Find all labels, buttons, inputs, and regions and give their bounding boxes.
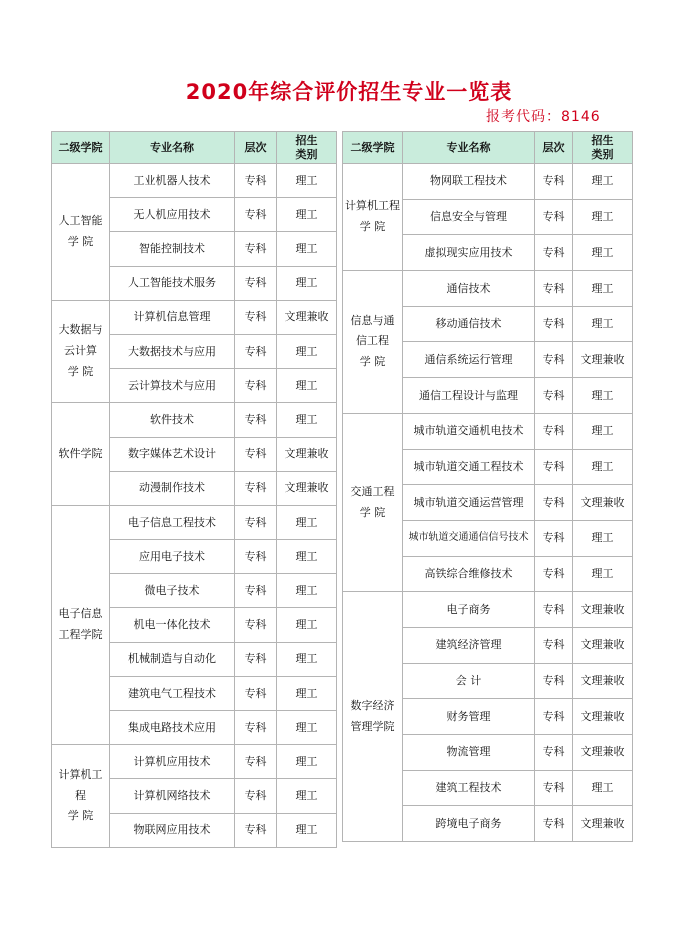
major-name: 城市轨道交通机电技术 bbox=[403, 413, 535, 449]
major-category: 理工 bbox=[573, 164, 633, 200]
college-name: 软件学院 bbox=[52, 403, 110, 506]
major-category: 理工 bbox=[277, 745, 337, 779]
table-row bbox=[52, 164, 337, 198]
major-name: 电子信息工程技术 bbox=[110, 505, 235, 539]
major-category: 理工 bbox=[277, 574, 337, 608]
college-name: 电子信息 工程学院 bbox=[52, 505, 110, 744]
major-level: 专科 bbox=[235, 779, 277, 813]
major-name: 应用电子技术 bbox=[110, 540, 235, 574]
major-name: 物联网应用技术 bbox=[110, 813, 235, 847]
major-name: 建筑经济管理 bbox=[403, 627, 535, 663]
major-category: 文理兼收 bbox=[573, 663, 633, 699]
major-name: 数字媒体艺术设计 bbox=[110, 437, 235, 471]
major-category: 理工 bbox=[277, 369, 337, 403]
major-category: 理工 bbox=[277, 164, 337, 198]
major-category: 理工 bbox=[573, 306, 633, 342]
college-name: 计算机工程 学 院 bbox=[52, 745, 110, 848]
major-name: 城市轨道交通通信信号技术 bbox=[403, 520, 535, 556]
major-category: 文理兼收 bbox=[573, 592, 633, 628]
major-level: 专科 bbox=[235, 232, 277, 266]
table-row bbox=[343, 271, 633, 307]
major-level: 专科 bbox=[535, 164, 573, 200]
major-category: 理工 bbox=[277, 676, 337, 710]
major-name: 工业机器人技术 bbox=[110, 164, 235, 198]
major-category: 理工 bbox=[277, 540, 337, 574]
major-level: 专科 bbox=[235, 642, 277, 676]
major-level: 专科 bbox=[235, 437, 277, 471]
major-name: 建筑电气工程技术 bbox=[110, 676, 235, 710]
table-row bbox=[343, 164, 633, 200]
application-code: 报考代码：8146 bbox=[486, 109, 601, 125]
major-category: 理工 bbox=[277, 266, 337, 300]
header-level: 层次 bbox=[535, 132, 573, 164]
major-name: 计算机应用技术 bbox=[110, 745, 235, 779]
major-category: 文理兼收 bbox=[573, 342, 633, 378]
major-name: 电子商务 bbox=[403, 592, 535, 628]
major-name: 软件技术 bbox=[110, 403, 235, 437]
major-name: 通信技术 bbox=[403, 271, 535, 307]
major-level: 专科 bbox=[235, 471, 277, 505]
major-level: 专科 bbox=[535, 699, 573, 735]
major-level: 专科 bbox=[235, 403, 277, 437]
major-name: 通信工程设计与监理 bbox=[403, 378, 535, 414]
major-level: 专科 bbox=[535, 378, 573, 414]
major-name: 人工智能技术服务 bbox=[110, 266, 235, 300]
major-name: 微电子技术 bbox=[110, 574, 235, 608]
major-category: 文理兼收 bbox=[573, 627, 633, 663]
major-level: 专科 bbox=[235, 266, 277, 300]
major-name: 动漫制作技术 bbox=[110, 471, 235, 505]
major-level: 专科 bbox=[535, 806, 573, 842]
major-category: 理工 bbox=[573, 556, 633, 592]
major-level: 专科 bbox=[535, 520, 573, 556]
table-row bbox=[52, 505, 337, 539]
college-name: 计算机工程 学 院 bbox=[343, 164, 403, 271]
major-name: 计算机网络技术 bbox=[110, 779, 235, 813]
major-level: 专科 bbox=[235, 540, 277, 574]
major-level: 专科 bbox=[235, 369, 277, 403]
header-category: 招生 类别 bbox=[573, 132, 633, 164]
major-name: 集成电路技术应用 bbox=[110, 711, 235, 745]
major-category: 理工 bbox=[277, 642, 337, 676]
table-header-row bbox=[343, 132, 633, 164]
major-level: 专科 bbox=[235, 813, 277, 847]
major-name: 机械制造与自动化 bbox=[110, 642, 235, 676]
major-level: 专科 bbox=[535, 342, 573, 378]
major-table-right bbox=[342, 131, 633, 842]
major-category: 理工 bbox=[277, 779, 337, 813]
major-category: 文理兼收 bbox=[277, 471, 337, 505]
major-level: 专科 bbox=[235, 608, 277, 642]
major-category: 理工 bbox=[573, 271, 633, 307]
major-level: 专科 bbox=[535, 271, 573, 307]
major-name: 城市轨道交通工程技术 bbox=[403, 449, 535, 485]
header-college: 二级学院 bbox=[52, 132, 110, 164]
major-category: 理工 bbox=[573, 235, 633, 271]
major-category: 理工 bbox=[277, 334, 337, 368]
college-name: 大数据与 云计算 学 院 bbox=[52, 300, 110, 403]
major-category: 理工 bbox=[277, 608, 337, 642]
major-name: 智能控制技术 bbox=[110, 232, 235, 266]
major-level: 专科 bbox=[535, 235, 573, 271]
major-level: 专科 bbox=[535, 735, 573, 771]
major-category: 文理兼收 bbox=[573, 806, 633, 842]
major-level: 专科 bbox=[235, 300, 277, 334]
major-category: 理工 bbox=[573, 770, 633, 806]
major-category: 理工 bbox=[277, 232, 337, 266]
major-category: 文理兼收 bbox=[573, 485, 633, 521]
major-category: 理工 bbox=[277, 505, 337, 539]
college-name: 交通工程 学 院 bbox=[343, 413, 403, 591]
major-category: 理工 bbox=[277, 711, 337, 745]
major-level: 专科 bbox=[535, 413, 573, 449]
major-level: 专科 bbox=[235, 505, 277, 539]
major-category: 理工 bbox=[277, 403, 337, 437]
major-name: 城市轨道交通运营管理 bbox=[403, 485, 535, 521]
table-row bbox=[52, 745, 337, 779]
major-name: 云计算技术与应用 bbox=[110, 369, 235, 403]
major-name: 会 计 bbox=[403, 663, 535, 699]
table-row bbox=[52, 403, 337, 437]
table-row bbox=[343, 592, 633, 628]
major-name: 大数据技术与应用 bbox=[110, 334, 235, 368]
header-level: 层次 bbox=[235, 132, 277, 164]
major-level: 专科 bbox=[535, 556, 573, 592]
major-level: 专科 bbox=[235, 711, 277, 745]
major-category: 文理兼收 bbox=[277, 437, 337, 471]
major-level: 专科 bbox=[535, 306, 573, 342]
major-category: 理工 bbox=[277, 813, 337, 847]
major-name: 跨境电子商务 bbox=[403, 806, 535, 842]
major-level: 专科 bbox=[535, 627, 573, 663]
major-level: 专科 bbox=[235, 334, 277, 368]
major-level: 专科 bbox=[535, 449, 573, 485]
college-name: 信息与通 信工程 学 院 bbox=[343, 271, 403, 414]
major-name: 虚拟现实应用技术 bbox=[403, 235, 535, 271]
major-name: 建筑工程技术 bbox=[403, 770, 535, 806]
college-name: 数字经济 管理学院 bbox=[343, 592, 403, 842]
table-header-row bbox=[52, 132, 337, 164]
major-name: 信息安全与管理 bbox=[403, 199, 535, 235]
header-category: 招生 类别 bbox=[277, 132, 337, 164]
major-level: 专科 bbox=[535, 199, 573, 235]
major-category: 文理兼收 bbox=[573, 735, 633, 771]
major-table-left bbox=[51, 131, 337, 848]
major-name: 计算机信息管理 bbox=[110, 300, 235, 334]
major-name: 无人机应用技术 bbox=[110, 198, 235, 232]
major-level: 专科 bbox=[235, 745, 277, 779]
major-category: 理工 bbox=[573, 378, 633, 414]
header-major: 专业名称 bbox=[110, 132, 235, 164]
page-title: 2020年综合评价招生专业一览表 bbox=[185, 80, 513, 104]
major-name: 通信系统运行管理 bbox=[403, 342, 535, 378]
major-level: 专科 bbox=[535, 592, 573, 628]
major-name: 机电一体化技术 bbox=[110, 608, 235, 642]
major-level: 专科 bbox=[535, 663, 573, 699]
major-level: 专科 bbox=[235, 676, 277, 710]
major-category: 理工 bbox=[573, 413, 633, 449]
major-name: 物流管理 bbox=[403, 735, 535, 771]
major-level: 专科 bbox=[235, 198, 277, 232]
major-category: 文理兼收 bbox=[277, 300, 337, 334]
major-name: 移动通信技术 bbox=[403, 306, 535, 342]
major-name: 高铁综合维修技术 bbox=[403, 556, 535, 592]
major-level: 专科 bbox=[235, 574, 277, 608]
major-name: 财务管理 bbox=[403, 699, 535, 735]
major-category: 文理兼收 bbox=[573, 699, 633, 735]
header-college: 二级学院 bbox=[343, 132, 403, 164]
major-name: 物网联工程技术 bbox=[403, 164, 535, 200]
table-row bbox=[52, 300, 337, 334]
major-level: 专科 bbox=[535, 770, 573, 806]
header-major: 专业名称 bbox=[403, 132, 535, 164]
major-category: 理工 bbox=[573, 449, 633, 485]
table-row bbox=[343, 413, 633, 449]
college-name: 人工智能 学 院 bbox=[52, 164, 110, 301]
major-category: 理工 bbox=[277, 198, 337, 232]
major-level: 专科 bbox=[235, 164, 277, 198]
major-level: 专科 bbox=[535, 485, 573, 521]
major-category: 理工 bbox=[573, 199, 633, 235]
major-category: 理工 bbox=[573, 520, 633, 556]
